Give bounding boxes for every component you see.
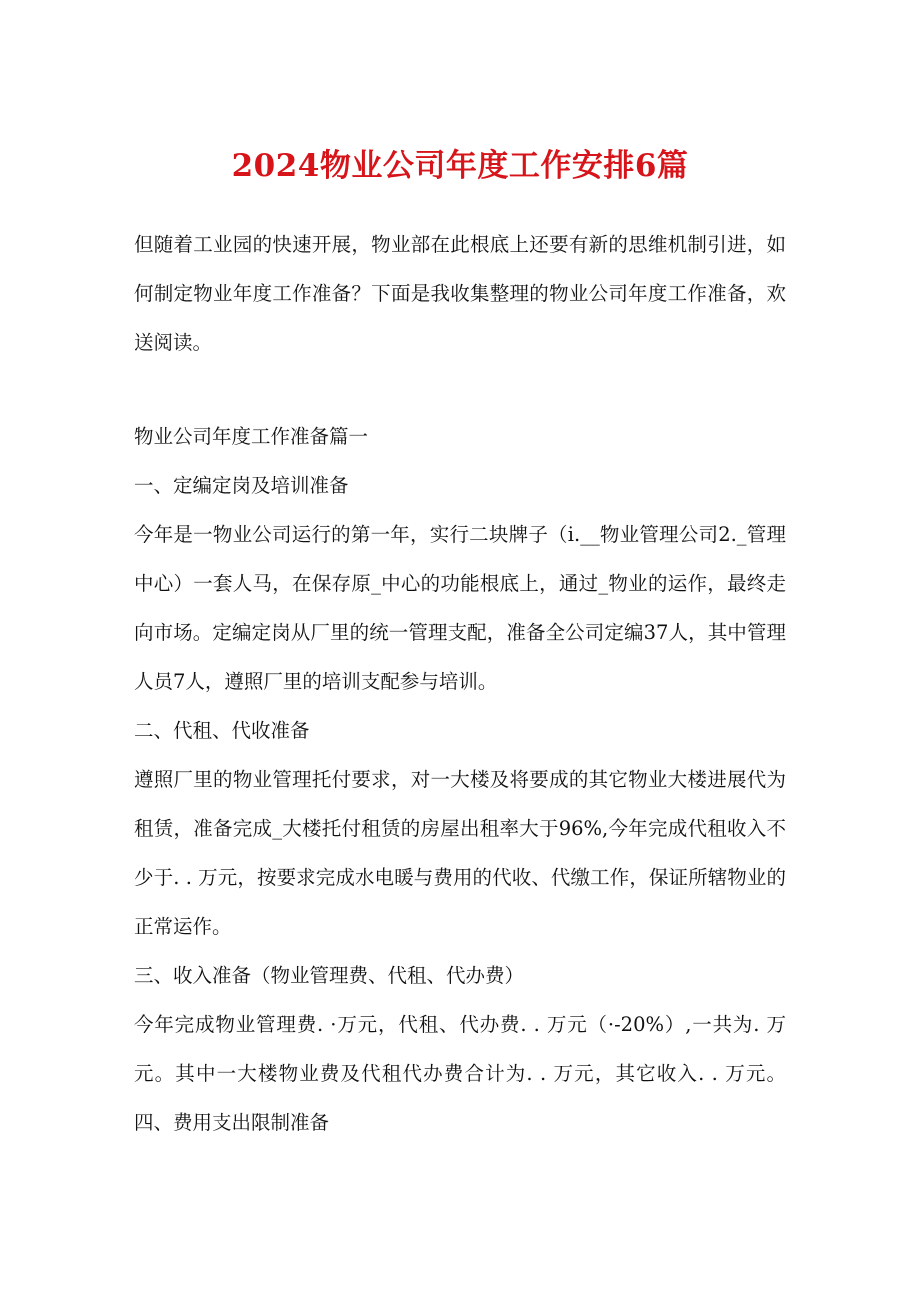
section-heading: 物业公司年度工作准备篇一	[134, 425, 369, 448]
body-paragraph: 遵照厂里的物业管理托付要求，对一大楼及将要成的其它物业大楼进展代为租赁，准备完成_大楼托付租赁的房屋出租率大于96%,今年完成代租收入不少于. . 万元，按要求完成水电暖与费用的代收、代缴工作，保证所辖物业的正常运作。	[134, 768, 786, 938]
subsection-heading: 三、收入准备（物业管理费、代租、代办费）	[134, 964, 525, 987]
body-paragraph: 今年完成物业管理费. ·万元，代租、代办费. . 万元（·-20%）,一共为. 万元。其中一大楼物业费及代租代办费合计为. . 万元，其它收入. . 万元。四、费用支出限制准备	[134, 1013, 786, 1134]
document-title: 2024物业公司年度工作安排6篇	[231, 148, 689, 184]
subsection-heading: 一、定编定岗及培训准备	[134, 474, 349, 497]
body-paragraph: 今年是一物业公司运行的第一年，实行二块牌子（i.__物业管理公司2._管理中心）一套人马，在保存原_中心的功能根底上，通过_物业的运作，最终走向市场。定编定岗从厂里的统一管理支配，准备全公司定编37人，其中管理人员7人，遵照厂里的培训支配参与培训。	[134, 523, 786, 693]
document-body	[134, 412, 786, 1147]
intro-text: 但随着工业园的快速开展，物业部在此根底上还要有新的思维机制引进，如何制定物业年度工作准备？下面是我收集整理的物业公司年度工作准备，欢送阅读。	[134, 233, 786, 354]
subsection-heading: 二、代租、代收准备	[134, 719, 310, 742]
intro-paragraph	[134, 220, 786, 367]
